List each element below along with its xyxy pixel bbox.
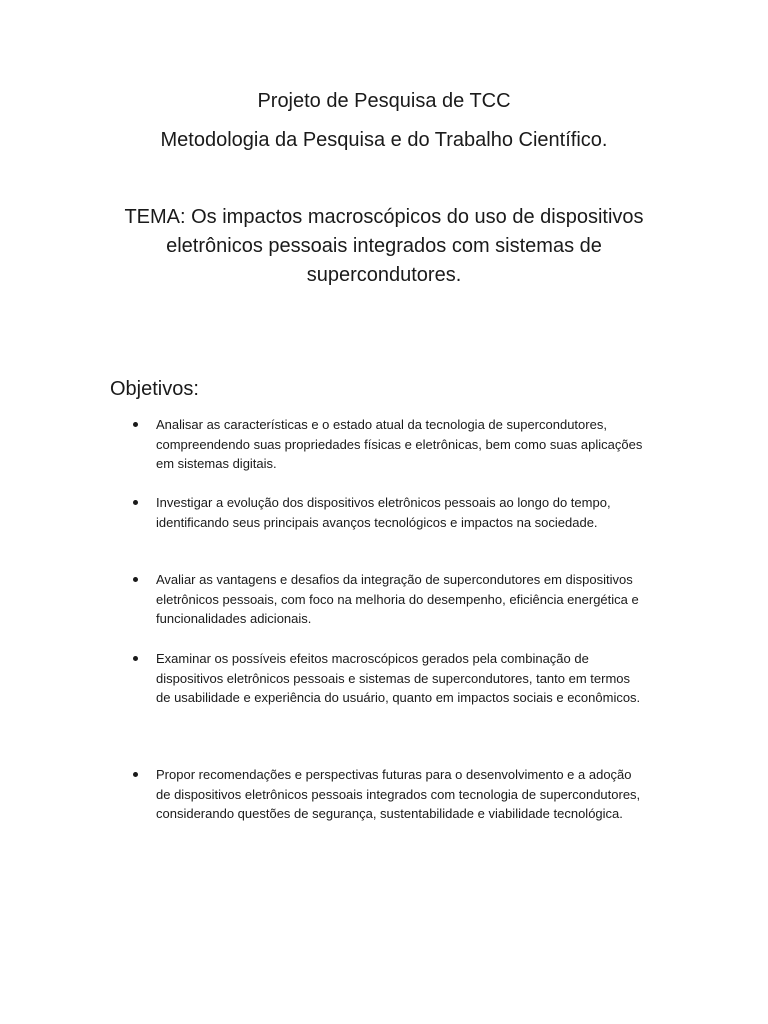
list-item-text: Propor recomendações e perspectivas futuras para o desenvolvimento e a adoção de dispositivos eletrônicos pessoais integrados com tecnologia de supercondutores, considerando questões de segurança, sustentabilidade e viabilidade tecnológica. <box>156 767 641 821</box>
bullet-icon <box>133 656 138 661</box>
list-item <box>133 493 643 532</box>
list-item <box>133 415 643 474</box>
list-item <box>133 765 643 824</box>
objetivos-heading: Objetivos: <box>110 378 199 400</box>
bullet-icon <box>133 772 138 777</box>
document-title: Projeto de Pesquisa de TCC <box>257 90 511 112</box>
tema-paragraph: TEMA: Os impactos macroscópicos do uso de dispositivos eletrônicos pessoais integrados com sistemas de supercondutores. <box>124 206 644 286</box>
bullet-icon <box>133 422 138 427</box>
bullet-icon <box>133 500 138 505</box>
bullet-icon <box>133 577 138 582</box>
list-item <box>133 649 643 708</box>
list-item-text: Analisar as características e o estado atual da tecnologia de supercondutores, compreendendo suas propriedades físicas e eletrônicas, bem como suas aplicações em sistemas digitais. <box>156 417 643 471</box>
list-item-text: Investigar a evolução dos dispositivos eletrônicos pessoais ao longo do tempo, identificando seus principais avanços tecnológicos e impactos na sociedade. <box>156 495 611 530</box>
list-item-text: Examinar os possíveis efeitos macroscópicos gerados pela combinação de dispositivos eletrônicos pessoais e sistemas de supercondutores, tanto em termos de usabilidade e experiência do usuário, quanto em impactos sociais e econômicos. <box>156 651 641 705</box>
document-subtitle: Metodologia da Pesquisa e do Trabalho Científico. <box>160 129 608 151</box>
list-item-text: Avaliar as vantagens e desafios da integração de supercondutores em dispositivos eletrônicos pessoais, com foco na melhoria do desempenho, eficiência energética e funcionalidades adicionais. <box>156 572 639 626</box>
list-item <box>133 570 643 629</box>
